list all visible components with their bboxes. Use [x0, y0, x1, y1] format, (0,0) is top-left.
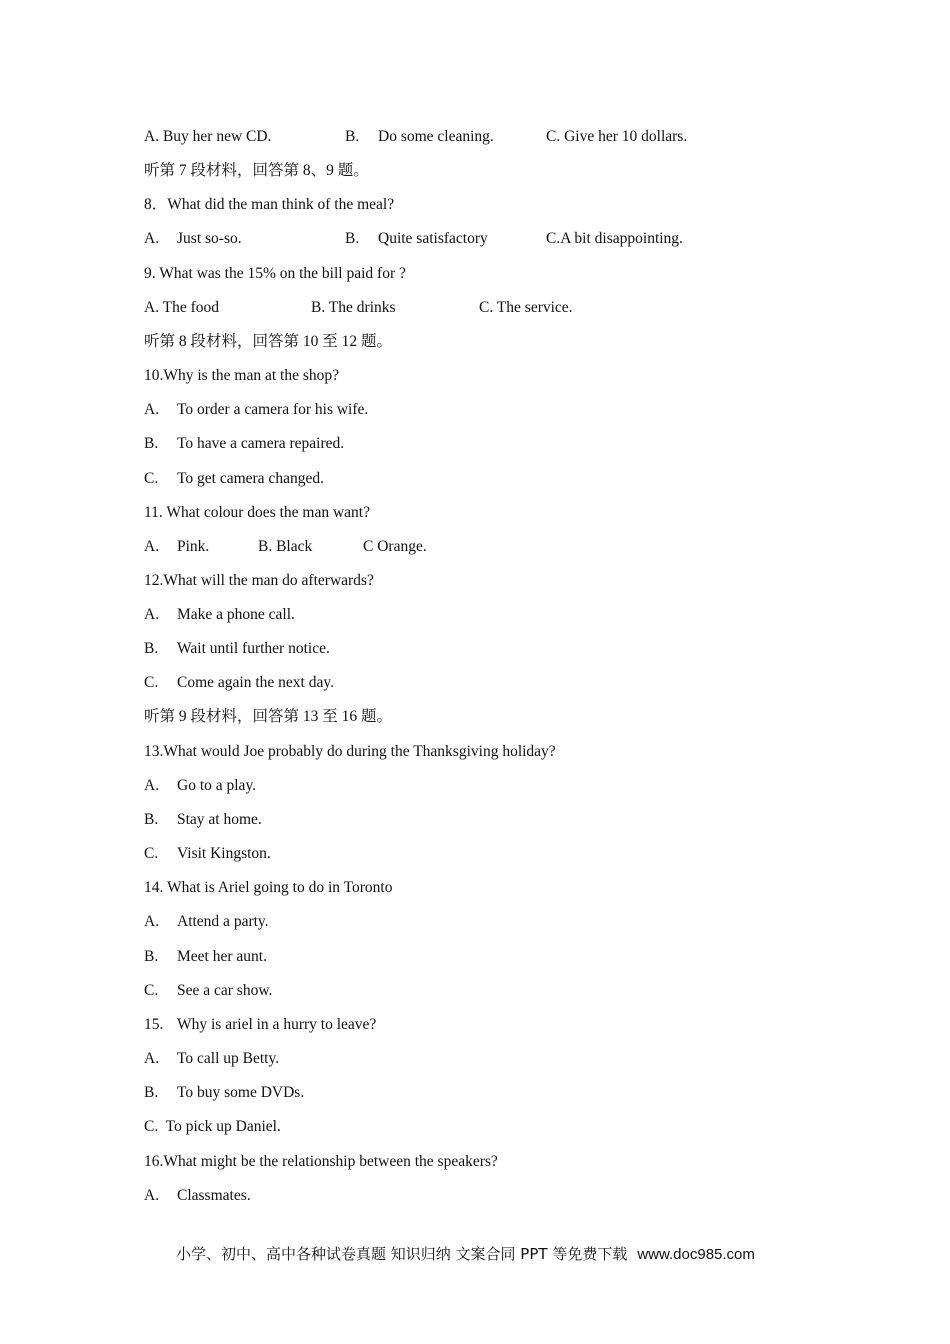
q15-option — [144, 1083, 304, 1103]
q16-question: 16.What might be the relationship between the speakers? — [144, 1153, 498, 1170]
option-text: Classmates. — [177, 1187, 251, 1204]
option-label: A. — [144, 777, 160, 794]
section-heading-9: 听第 9 段材料，回答第 13 至 16 题。 — [144, 708, 393, 725]
option-label: A. — [144, 1187, 160, 1204]
option-text: Wait until further notice. — [177, 640, 330, 657]
q9-option-a: A. The food — [144, 299, 220, 316]
q8-option-b-text: Quite satisfactory — [378, 230, 488, 247]
section-heading-8: 听第 8 段材料，回答第 10 至 12 题。 — [144, 333, 393, 350]
option-label: A. — [144, 606, 160, 623]
page-footer — [176, 1244, 755, 1265]
q10-option — [144, 434, 344, 454]
q11-question: 11. What colour does the man want? — [144, 504, 370, 521]
option-label: B. — [144, 640, 159, 657]
option-label: C. — [144, 982, 159, 999]
option-label: A. — [144, 913, 160, 930]
section-heading-7: 听第 7 段材料，回答第 8、9 题。 — [144, 162, 369, 179]
q8-option-c: C.A bit disappointing. — [546, 230, 683, 247]
option-text: To buy some DVDs. — [177, 1084, 305, 1101]
q12-option — [144, 673, 334, 693]
q14-option — [144, 912, 269, 932]
q15-question — [144, 1015, 376, 1035]
footer-text: 小学、初中、高中各种试卷真题 知识归纳 文案合同 PPT 等免费下载 — [176, 1245, 628, 1263]
q7-option-b-text: Do some cleaning. — [378, 128, 494, 145]
q16-option — [144, 1186, 251, 1206]
q10-question: 10.Why is the man at the shop? — [144, 367, 339, 384]
q12-option — [144, 639, 330, 659]
option-text: Visit Kingston. — [177, 845, 271, 862]
q10-option — [144, 469, 324, 489]
option-text: Go to a play. — [177, 777, 257, 794]
footer-url: www.doc985.com — [637, 1246, 755, 1263]
q12-question: 12.What will the man do afterwards? — [144, 572, 374, 589]
option-label: A. — [144, 401, 160, 418]
option-text: Meet her aunt. — [177, 948, 267, 965]
q8-option-b-label: B. — [345, 230, 360, 247]
q14-option — [144, 981, 272, 1001]
q12-option — [144, 605, 295, 625]
q13-option — [144, 810, 262, 830]
q9-option-c: C. The service. — [479, 299, 573, 316]
q15-option — [144, 1049, 279, 1069]
option-text: To have a camera repaired. — [177, 435, 345, 452]
option-label: B. — [144, 948, 159, 965]
q15-option-c: C. To pick up Daniel. — [144, 1118, 281, 1135]
option-text: To get camera changed. — [177, 470, 324, 487]
option-label: C. — [144, 470, 159, 487]
q9-question: 9. What was the 15% on the bill paid for ? — [144, 265, 406, 282]
q14-option — [144, 947, 267, 967]
option-text: To order a camera for his wife. — [177, 401, 369, 418]
option-label: C. — [144, 674, 159, 691]
q8-option-a-label: A. — [144, 230, 160, 247]
q8-question: 8．What did the man think of the meal? — [144, 196, 395, 213]
option-text: To call up Betty. — [177, 1050, 280, 1067]
q14-question: 14. What is Ariel going to do in Toronto — [144, 879, 393, 896]
option-text: Stay at home. — [177, 811, 262, 828]
q11-option-c: C Orange. — [363, 538, 427, 555]
q9-option-b: B. The drinks — [311, 299, 396, 316]
q10-option — [144, 400, 368, 420]
option-text: Attend a party. — [177, 913, 269, 930]
q7-option-b-label: B. — [345, 128, 360, 145]
option-text: See a car show. — [177, 982, 273, 999]
option-label: B. — [144, 435, 159, 452]
q13-option — [144, 776, 256, 796]
q11-option-b: B. Black — [258, 538, 313, 555]
option-label: B. — [144, 1084, 159, 1101]
q8-option-a-text: Just so-so. — [177, 230, 242, 247]
option-text: Come again the next day. — [177, 674, 334, 691]
q13-option — [144, 844, 271, 864]
q11-option-a-label: A. — [144, 538, 160, 555]
question-text: Why is ariel in a hurry to leave? — [177, 1016, 377, 1033]
q7-option-c: C. Give her 10 dollars. — [546, 128, 688, 145]
option-text: Make a phone call. — [177, 606, 295, 623]
q7-option-a: A. Buy her new CD. — [144, 128, 272, 145]
q11-option-a-text: Pink. — [177, 538, 210, 555]
question-number: 15. — [144, 1016, 164, 1033]
q13-question: 13.What would Joe probably do during the Thanksgiving holiday? — [144, 743, 556, 760]
option-label: A. — [144, 1050, 160, 1067]
option-label: C. — [144, 845, 159, 862]
option-label: B. — [144, 811, 159, 828]
